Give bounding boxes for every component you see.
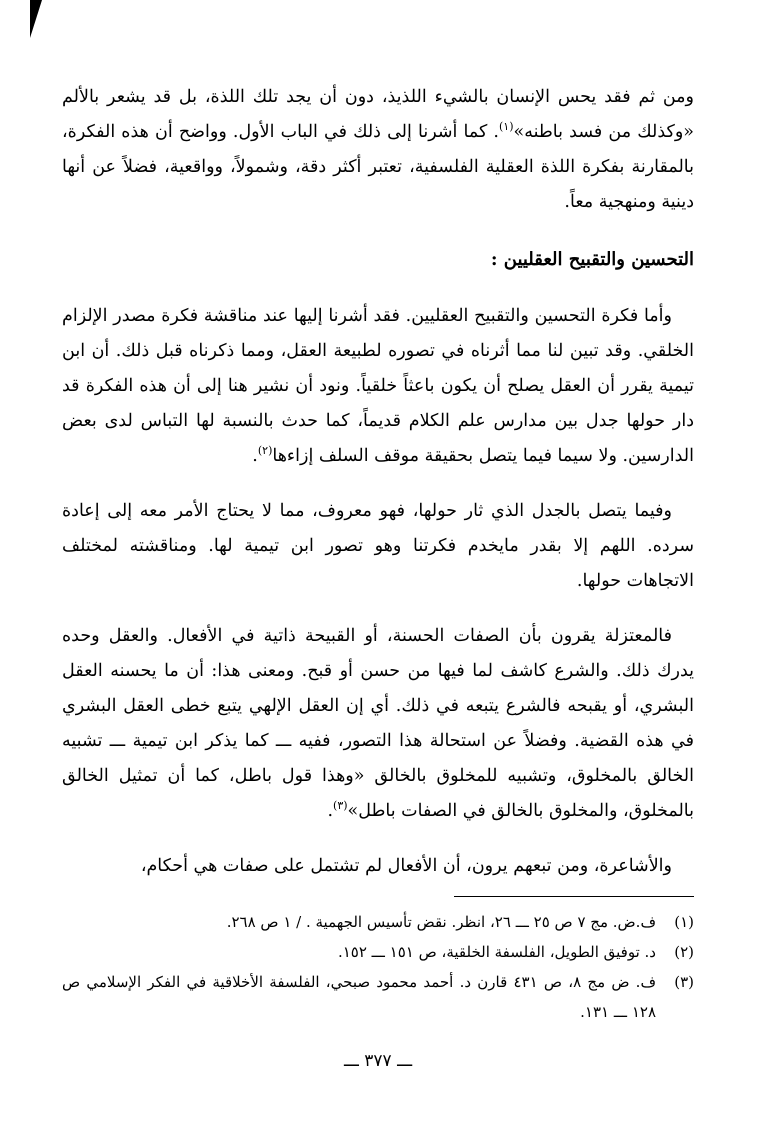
footnote-number: (١) [674, 913, 694, 931]
footnote-ref-1[interactable]: (١) [498, 120, 514, 134]
paragraph-3: وفيما يتصل بالجدل الذي ثار حولها، فهو معروف، مما لا يحتاج الأمر معه إلى إعادة سرده. اللهم إلا بقدر مايخدم فكرتنا وهو تصور ابن تيمية لها. ومناقشته لمختلف الاتجاهات حولها. [62, 501, 694, 591]
footnote-divider [454, 896, 694, 897]
footnote-text: د. توفيق الطويل، الفلسفة الخلقية، ص ١٥١ ـــ ١٥٢. [337, 943, 656, 961]
paragraph-4-text: فالمعتزلة يقرون بأن الصفات الحسنة، أو القبيحة ذاتية في الأفعال. والعقل وحده يدرك ذلك. والشرع كاشف لما فيها من حسن أو قبح. ومعنى هذا: أن ما يحسنه العقل البشري، أو يقبحه فالشرع يتبعه في ذلك. أي إن العقل الإلهي يتبع خطى العقل البشري في هذه القضية. وفضلاً عن استحالة هذا التصور، ففيه ـــ كما يذكر ابن تيمية ـــ تشبيه الخالق بالمخلوق، وتشبيه للمخلوق بالخالق «وهذا قول باطل، كما أن تمثيل الخالق بالمخلوق، والمخلوق بالخالق في الصفات باطل» [62, 626, 694, 821]
intro-text: ومن ثم فقد يحس الإنسان بالشيء اللذيذ، دون أن يجد تلك اللذة، بل قد يشعر بالألم «وكذلك من فسد باطنه» [62, 87, 694, 142]
footnote-ref-2[interactable]: (٢) [257, 444, 273, 458]
paragraph-2-end: . [252, 446, 258, 466]
footnote-text: ف.ض. مج ٧ ص ٢٥ ـــ ٢٦، انظر. نقض تأسيس الجهمية . / ١ ص ٢٦٨. [226, 913, 656, 931]
footnote-3 [62, 967, 694, 1027]
footnote-text: ف. ض مج ٨، ص ٤٣١ قارن د. أحمد محمود صبحي، الفلسفة الأخلاقية في الفكر الإسلامي ص ١٢٨ ـــ ١٣١. [62, 973, 657, 1021]
footnote-2 [62, 937, 694, 967]
corner-scan-mark [30, 0, 42, 38]
document-page [62, 80, 694, 1071]
page-number: ـــ ٣٧٧ ـــ [343, 1051, 413, 1071]
footnote-number: (٢) [674, 943, 694, 961]
paragraph-5: والأشاعرة، ومن تبعهم يرون، أن الأفعال لم تشتمل على صفات هي أحكام، [140, 856, 672, 876]
paragraph-4 [62, 619, 694, 829]
paragraph-4-end: . [327, 801, 334, 821]
intro-text-continued: . كما أشرنا إلى ذلك في الباب الأول. وواضح أن هذه الفكرة، بالمقارنة بفكرة اللذة العقلية الفلسفية، تعتبر أكثر دقة، وشمولاً، وواقعية، فضلاً عن أنها دينية ومنهجية معاً. [62, 122, 694, 212]
paragraph-2-text: وأما فكرة التحسين والتقبيح العقليين. فقد أشرنا إليها عند مناقشة فكرة مصدر الإلزام الخلقي. وقد تبين لنا مما أثرناه في تصوره لطبيعة العقل، ومما ذكرناه قبل ذلك. أن ابن تيمية يقرر أن العقل يصلح أن يكون باعثاً خلقياً. ونود أن نشير هنا إلى أن هذه الفكرة قد دار حولها جدل بين مدارس علم الكلام قديماً، كما حدث بالنسبة لها التباس لدى بعض الدارسين. ولا سيما فيما يتصل بحقيقة موقف السلف إزاءها [62, 306, 694, 466]
paragraph-2 [62, 299, 694, 474]
footnote-ref-3[interactable]: (٣) [333, 799, 348, 813]
section-heading: التحسين والتقبيح العقليين : [490, 249, 694, 270]
footnote-1 [62, 907, 694, 937]
footnote-number: (٣) [674, 973, 694, 991]
intro-paragraph [62, 80, 694, 220]
